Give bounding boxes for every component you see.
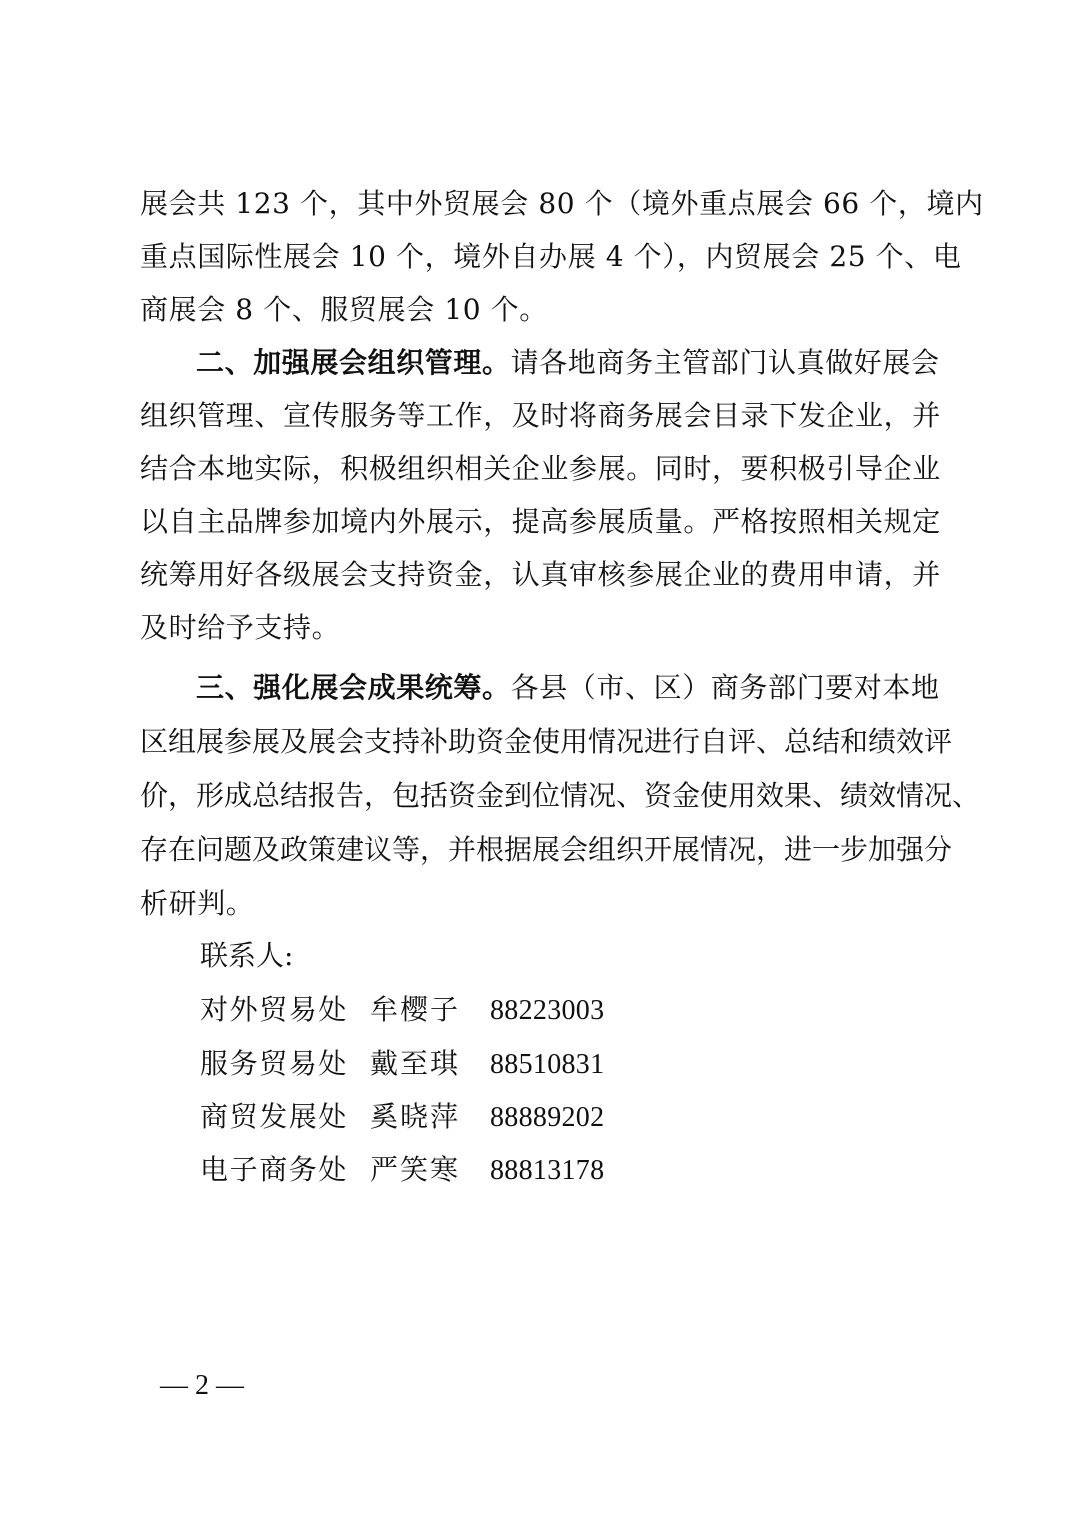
paragraph-1-line-3: 商展会 8 个、服贸展会 10 个。 (140, 293, 548, 326)
contact-department: 服务贸易处 (200, 1047, 349, 1080)
paragraph-2-first-text: 请各地商务主管部门认真做好展会 (510, 346, 940, 379)
paragraph-3-line-2: 区组展参展及展会支持补助资金使用情况进行自评、总结和绩效评 (140, 725, 953, 758)
contacts-label: 联系人: (200, 939, 294, 972)
paragraph-2-line-6: 及时给予支持。 (140, 611, 341, 644)
paragraph-2-line-1 (196, 337, 940, 389)
contact-phone: 88889202 (490, 1102, 605, 1133)
paragraph-3-line-1 (196, 662, 940, 714)
contact-row (200, 1038, 720, 1091)
contact-department: 商贸发展处 (200, 1100, 349, 1133)
contact-phone: 88223003 (490, 995, 605, 1026)
paragraph-2-heading: 二、加强展会组织管理。 (196, 346, 511, 379)
paragraph-3-line-3: 价，形成总结报告，包括资金到位情况、资金使用效果、绩效情况、 (140, 779, 981, 812)
paragraph-2-line-4: 以自主品牌参加境内外展示，提高参展质量。严格按照相关规定 (140, 505, 941, 538)
paragraph-2-line-3: 结合本地实际，积极组织相关企业参展。同时，要积极引导企业 (140, 452, 941, 485)
contact-phone: 88510831 (490, 1049, 605, 1080)
paragraph-3-line-4: 存在问题及政策建议等，并根据展会组织开展情况，进一步加强分 (140, 833, 953, 866)
contact-department: 对外贸易处 (200, 993, 349, 1026)
contact-phone: 88813178 (490, 1155, 605, 1186)
contact-name: 严笑寒 (370, 1153, 461, 1186)
paragraph-1-line-2: 重点国际性展会 10 个，境外自办展 4 个），内贸展会 25 个、电 (140, 240, 962, 273)
paragraph-2-line-2: 组织管理、宣传服务等工作，及时将商务展会目录下发企业，并 (140, 399, 941, 432)
paragraph-1-line-1: 展会共 123 个，其中外贸展会 80 个（境外重点展会 66 个，境内 (140, 187, 984, 220)
paragraph-3-heading: 三、强化展会成果统筹。 (196, 671, 511, 704)
contact-row (200, 1144, 720, 1197)
paragraph-3-line-5: 析研判。 (140, 887, 255, 920)
contact-name: 奚晓萍 (370, 1100, 461, 1133)
page-number: — 2 — (160, 1370, 244, 1401)
paragraph-3-first-text: 各县（市、区）商务部门要对本地 (510, 671, 940, 704)
paragraph-2-line-5: 统筹用好各级展会支持资金，认真审核参展企业的费用申请，并 (140, 558, 941, 591)
contact-name: 牟樱子 (370, 993, 461, 1026)
contact-row (200, 1091, 720, 1144)
contact-department: 电子商务处 (200, 1153, 349, 1186)
contact-name: 戴至琪 (370, 1047, 461, 1080)
contact-row (200, 984, 720, 1037)
